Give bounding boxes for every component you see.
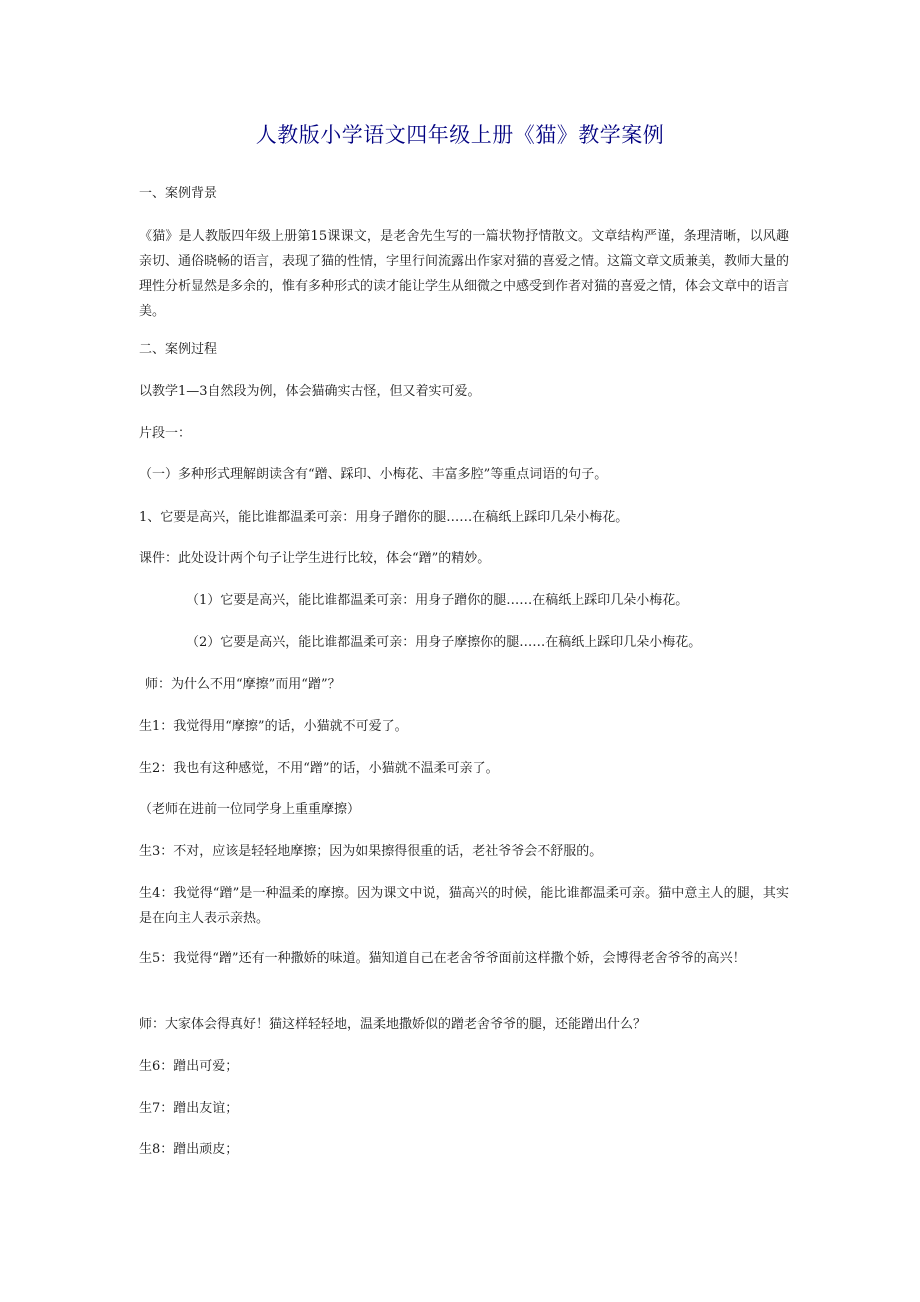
student-answer-6: 生6：蹭出可爱； (139, 1059, 239, 1074)
compare-sentence-1: （1）它要是高兴，能比谁都温柔可亲：用身子蹭你的腿……在稿纸上踩印几朵小梅花。 (186, 593, 689, 608)
intro-paragraph: 以教学1—3自然段为例，体会猫确实古怪，但又着实可爱。 (139, 384, 481, 399)
student-answer-7: 生7：蹭出友谊； (139, 1101, 239, 1116)
student-answer-3: 生3：不对，应该是轻轻地摩擦；因为如果擦得很重的话，老社爷爷会不舒服的。 (139, 844, 603, 859)
student-answer-2: 生2：我也有这种感觉，不用“蹭”的话，小猫就不温柔可亲了。 (139, 761, 499, 776)
subsection-heading: （一）多种形式理解朗读含有“蹭、踩印、小梅花、丰富多腔”等重点词语的句子。 (139, 467, 608, 482)
teacher-question-2: 师：大家体会得真好！猫这样轻轻地，温柔地撒娇似的蹭老舍爷爷的腿，还能蹭出什么？ (139, 1017, 647, 1032)
courseware-note: 课件：此处设计两个句子让学生进行比较，体会“蹭”的精妙。 (139, 551, 491, 566)
compare-sentence-2: （2）它要是高兴，能比谁都温柔可亲：用身子摩擦你的腿……在稿纸上踩印几朵小梅花。 (186, 635, 702, 650)
fragment-label: 片段一： (139, 426, 192, 441)
student-answer-1: 生1：我觉得用“摩擦”的话，小猫就不可爱了。 (139, 719, 408, 734)
student-answer-4: 生4：我觉得“蹭”是一种温柔的摩擦。因为课文中说，猫高兴的时候，能比谁都温柔可亲。猫中意主人的腿，其实是在向主人表示亲热。 (139, 886, 789, 926)
student-answer-5: 生5：我觉得“蹭”还有一种撒娇的味道。猫知道自己在老舍爷爷面前这样撒个娇，会博得老舍爷爷的高兴！ (139, 951, 746, 966)
background-paragraph: 《猫》是人教版四年级上册第15课课文，是老舍先生写的一篇状物抒情散文。文章结构严谨，条理清晰，以风趣亲切、通俗晓畅的语言，表现了猫的性情，字里行间流露出作家对猫的喜爱之情。这篇文章文质兼美，教师大量的理性分析显然是多余的，惟有多种形式的读才能让学生从细微之中感受到作者对猫的喜爱之情，体会文章中的语言美。 (139, 229, 790, 319)
teacher-question-1: 师：为什么不用“摩擦”而用“蹭”？ (145, 677, 341, 692)
stage-note: （老师在进前一位同学身上重重摩擦） (139, 802, 361, 817)
document-title: 人教版小学语文四年级上册《猫》教学案例 (255, 123, 665, 147)
student-answer-8: 生8：蹭出顽皮； (139, 1142, 239, 1157)
section-heading-process: 二、案例过程 (139, 342, 218, 357)
example-sentence: 1、它要是高兴，能比谁都温柔可亲：用身子蹭你的腿……在稿纸上踩印几朵小梅花。 (139, 510, 629, 525)
section-heading-background: 一、案例背景 (139, 186, 218, 201)
